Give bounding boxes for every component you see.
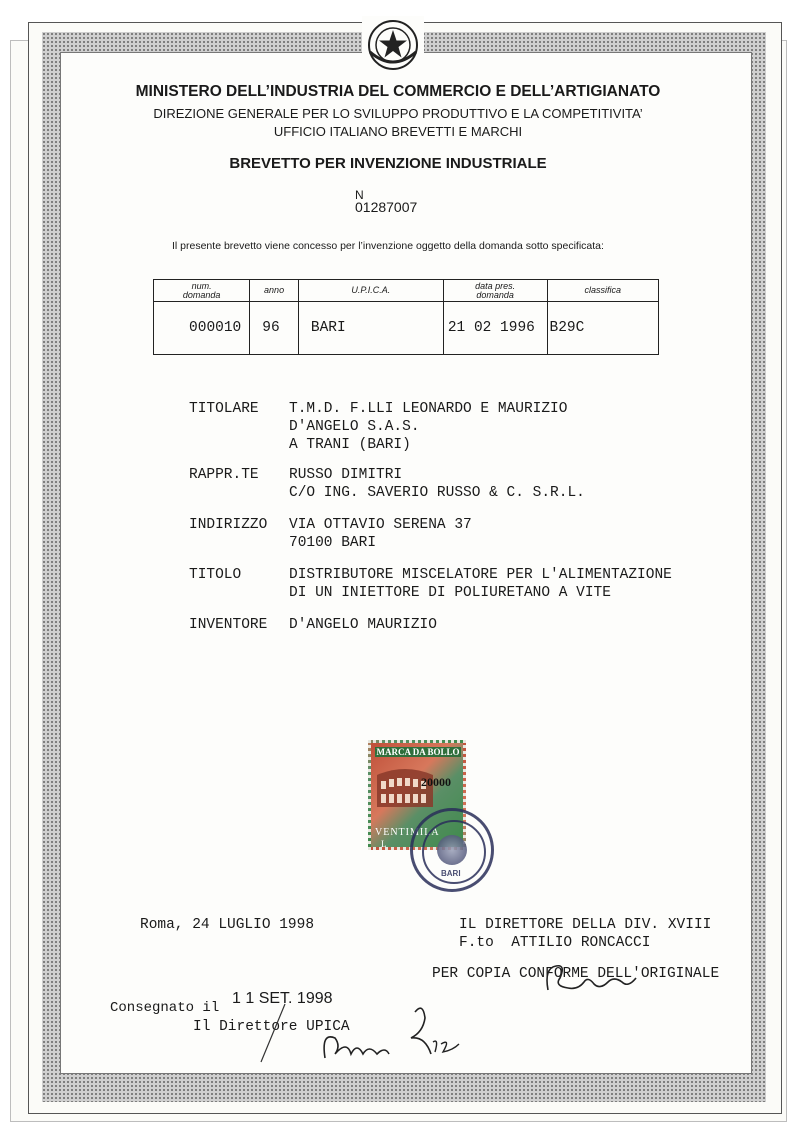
- stamp-value: 20000: [421, 775, 451, 789]
- director-signed: F.to ATTILIO RONCACCI: [459, 935, 651, 951]
- rappr-value: RUSSO DIMITRI C/O ING. SAVERIO RUSSO & C. S.R.L.: [289, 467, 585, 501]
- indirizzo-label: INDIRIZZO: [189, 517, 268, 533]
- col-classifica: classifica: [547, 280, 659, 302]
- indirizzo-value: VIA OTTAVIO SERENA 37 70100 BARI: [289, 517, 472, 551]
- stamp-bottom-text: VENTIMILA: [375, 827, 440, 838]
- value-classifica: B29C: [547, 302, 659, 355]
- value-num-domanda: 000010: [154, 302, 250, 355]
- value-anno: 96: [250, 302, 299, 355]
- intro-text: Il presente brevetto viene concesso per l’invenzione oggetto della domanda sotto specificata:: [172, 240, 604, 252]
- delivered-date: 1 1 SET. 1998: [232, 990, 333, 1007]
- col-anno: anno: [250, 280, 299, 302]
- office-heading: UFFICIO ITALIANO BREVETTI E MARCHI: [273, 124, 523, 139]
- official-seal: [410, 808, 494, 892]
- titolo-label: TITOLO: [189, 567, 242, 583]
- inventore-value: D'ANGELO MAURIZIO: [289, 617, 437, 633]
- table-row: [154, 302, 659, 355]
- titolare-value: T.M.D. F.LLI LEONARDO E MAURIZIO D'ANGELO S.A.S. A TRANI (BARI): [289, 401, 568, 453]
- rappr-label: RAPPR.TE: [189, 467, 259, 483]
- directorate-heading: DIREZIONE GENERALE PER LO SVILUPPO PRODUTTIVO E LA COMPETITIVITA’: [153, 106, 643, 121]
- col-data-pres: data pres. domanda: [443, 280, 547, 302]
- patent-number: 01287007: [355, 199, 418, 215]
- value-upica: BARI: [298, 302, 443, 355]
- patent-number-prefix: N: [355, 188, 364, 202]
- inventore-label: INVENTORE: [189, 617, 268, 633]
- director-upica: Il Direttore UPICA: [193, 1019, 350, 1035]
- titolo-value: DISTRIBUTORE MISCELATORE PER L'ALIMENTAZIONE DI UN INIETTORE DI POLIURETANO A VITE: [289, 567, 672, 601]
- director-title: IL DIRETTORE DELLA DIV. XVIII: [459, 917, 712, 933]
- copy-signature-icon: [538, 960, 648, 1000]
- application-table: [153, 279, 659, 355]
- stamp-currency: L: [381, 839, 387, 849]
- col-upica: U.P.I.C.A.: [298, 280, 443, 302]
- ministry-heading: MINISTERO DELL’INDUSTRIA DEL COMMERCIO E DELL’ARTIGIANATO: [135, 83, 661, 100]
- seal-text: BARI: [441, 869, 461, 878]
- delivered-label: Consegnato il: [110, 1000, 220, 1016]
- col-num-domanda: num. domanda: [154, 280, 250, 302]
- value-data-pres: 21 02 1996: [443, 302, 547, 355]
- italian-republic-emblem-icon: [362, 16, 424, 74]
- document-title: BREVETTO PER INVENZIONE INDUSTRIALE: [229, 155, 547, 172]
- place-date: Roma, 24 LUGLIO 1998: [140, 917, 315, 933]
- stamp-top-text: MARCA DA BOLLO: [376, 747, 460, 757]
- upica-signature-icon: [255, 998, 465, 1068]
- titolare-label: TITOLARE: [189, 401, 259, 417]
- copy-conformity: PER COPIA CONFORME DELL'ORIGINALE: [432, 966, 720, 982]
- table-header-row: [154, 280, 659, 302]
